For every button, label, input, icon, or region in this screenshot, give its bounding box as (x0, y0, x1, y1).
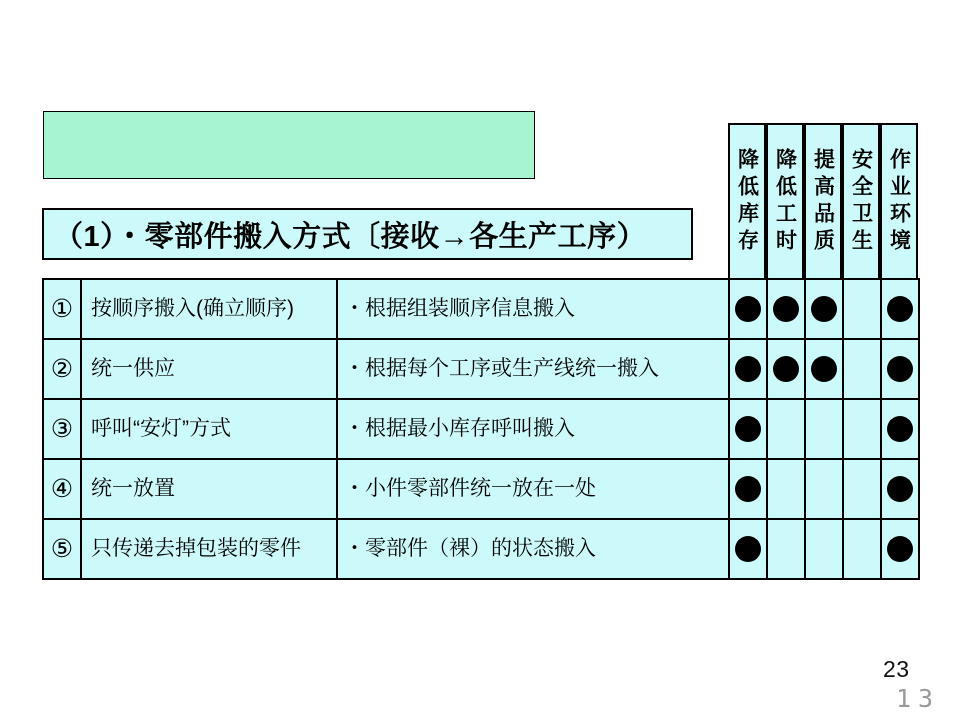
mark-cell-reduce-inventory (729, 339, 767, 399)
mark-dot (735, 536, 761, 562)
mark-dot (887, 296, 913, 322)
table-row (43, 519, 919, 579)
section-title: （1）・零部件搬入方式〔接收→各生产工序） (54, 220, 647, 253)
criteria-header-work-environment: 作业环境 (880, 123, 918, 280)
criteria-header-improve-quality: 提高品质 (804, 123, 842, 280)
mark-dot (887, 416, 913, 442)
row-number: ① (43, 279, 81, 339)
mark-dot (773, 356, 799, 382)
mark-cell-improve-quality (805, 519, 843, 579)
mark-cell-safety-hygiene (843, 459, 881, 519)
table-row (43, 279, 919, 339)
method-name: 统一供应 (81, 339, 337, 399)
mark-cell-improve-quality (805, 399, 843, 459)
table-row (43, 459, 919, 519)
mark-cell-work-environment (881, 519, 919, 579)
method-name: 只传递去掉包装的零件 (81, 519, 337, 579)
mark-dot (735, 416, 761, 442)
mark-dot (887, 356, 913, 382)
mark-cell-reduce-manhours (767, 459, 805, 519)
section-title-box (42, 208, 693, 260)
mark-dot (773, 296, 799, 322)
method-description: ・小件零部件统一放在一处 (337, 459, 729, 519)
mark-dot (735, 296, 761, 322)
row-number: ④ (43, 459, 81, 519)
title-highlight-box (43, 111, 535, 179)
mark-dot (811, 296, 837, 322)
mark-cell-safety-hygiene (843, 339, 881, 399)
row-number: ⑤ (43, 519, 81, 579)
method-name: 统一放置 (81, 459, 337, 519)
mark-dot (735, 476, 761, 502)
mark-cell-improve-quality (805, 279, 843, 339)
table-row (43, 399, 919, 459)
mark-cell-reduce-inventory (729, 399, 767, 459)
mark-cell-work-environment (881, 399, 919, 459)
method-description: ・根据每个工序或生产线统一搬入 (337, 339, 729, 399)
mark-cell-reduce-inventory (729, 459, 767, 519)
mark-dot (811, 356, 837, 382)
row-number: ② (43, 339, 81, 399)
mark-cell-improve-quality (805, 339, 843, 399)
mark-cell-safety-hygiene (843, 279, 881, 339)
page-number-secondary: 13 (896, 684, 941, 713)
criteria-header-reduce-manhours: 降低工时 (766, 123, 804, 280)
methods-table-body (43, 279, 919, 579)
mark-dot (887, 536, 913, 562)
page-number: 23 (883, 656, 910, 682)
mark-cell-reduce-manhours (767, 339, 805, 399)
mark-dot (887, 476, 913, 502)
mark-cell-reduce-manhours (767, 399, 805, 459)
mark-cell-work-environment (881, 339, 919, 399)
mark-cell-reduce-manhours (767, 519, 805, 579)
method-name: 按顺序搬入(确立顺序) (81, 279, 337, 339)
criteria-header-reduce-inventory: 降低库存 (728, 123, 766, 280)
mark-cell-improve-quality (805, 459, 843, 519)
method-name: 呼叫“安灯”方式 (81, 399, 337, 459)
mark-cell-reduce-inventory (729, 279, 767, 339)
mark-cell-safety-hygiene (843, 399, 881, 459)
mark-cell-work-environment (881, 279, 919, 339)
method-description: ・根据最小库存呼叫搬入 (337, 399, 729, 459)
row-number: ③ (43, 399, 81, 459)
method-description: ・零部件（裸）的状态搬入 (337, 519, 729, 579)
criteria-header-safety-hygiene: 安全卫生 (842, 123, 880, 280)
method-description: ・根据组装顺序信息搬入 (337, 279, 729, 339)
mark-cell-safety-hygiene (843, 519, 881, 579)
table-row (43, 339, 919, 399)
mark-cell-reduce-inventory (729, 519, 767, 579)
methods-table (42, 278, 920, 580)
mark-cell-work-environment (881, 459, 919, 519)
mark-cell-reduce-manhours (767, 279, 805, 339)
mark-dot (735, 356, 761, 382)
